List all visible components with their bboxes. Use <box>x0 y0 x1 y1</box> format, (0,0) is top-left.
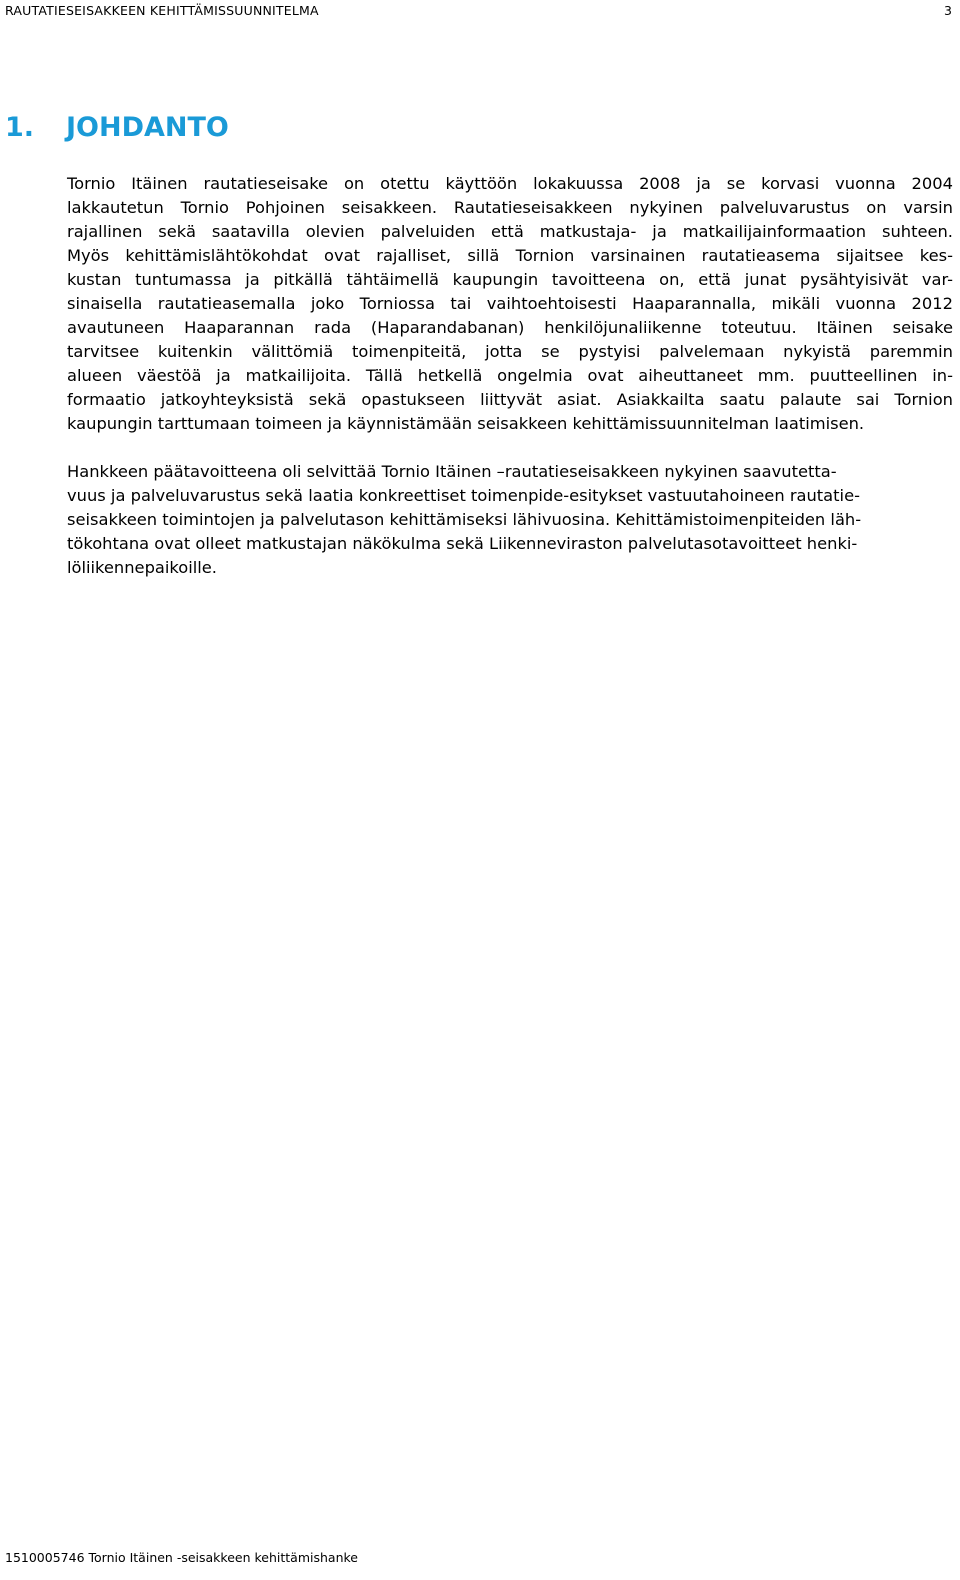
text-line: tarvitsee kuitenkin välittömiä toimenpiteitä, jotta se pystyisi palvelemaan nykyistä paremmin <box>67 342 953 361</box>
text-line: lakkautetun Tornio Pohjoinen seisakkeen. Rautatieseisakkeen nykyinen palveluvarustus on varsin <box>67 198 953 217</box>
text-line: alueen väestöä ja matkailijoita. Tällä hetkellä ongelmia ovat aiheuttaneet mm. puutteellinen in- <box>67 366 953 385</box>
text-line: rajallinen sekä saatavilla olevien palveluiden että matkustaja- ja matkailijainformaation suhteen. <box>67 222 953 241</box>
text-line: avautuneen Haaparannan rada (Haparandabanan) henkilöjunaliikenne toteutuu. Itäinen seisake <box>67 318 953 337</box>
text-line: kustan tuntumassa ja pitkällä tähtäimellä kaupungin tavoitteena on, että junat pysähtyisivät var- <box>67 270 953 289</box>
text-line: sinaisella rautatieasemalla joko Torniossa tai vaihtoehtoisesti Haaparannalla, mikäli vuonna 2012 <box>67 294 953 313</box>
running-header: RAUTATIESEISAKKEEN KEHITTÄMISSUUNNITELMA <box>5 3 319 18</box>
section-title: JOHDANTO <box>66 112 229 143</box>
text-line: tökohtana ovat olleet matkustajan näkökulma sekä Liikenneviraston palvelutasotavoitteet henki- <box>67 534 858 553</box>
paragraph-1 <box>67 172 953 436</box>
section-number: 1. <box>5 112 35 143</box>
text-line: formaatio jatkoyhteyksistä sekä opastukseen liittyvät asiat. Asiakkailta saatu palaute sai Tornion <box>67 390 953 409</box>
text-line: Hankkeen päätavoitteena oli selvittää Tornio Itäinen –rautatieseisakkeen nykyinen saavutetta- <box>67 462 837 481</box>
text-line: seisakkeen toimintojen ja palvelutason kehittämiseksi lähivuosina. Kehittämistoimenpiteiden läh- <box>67 510 862 529</box>
text-line: Tornio Itäinen rautatieseisake on otettu käyttöön lokakuussa 2008 ja se korvasi vuonna 2004 <box>67 174 953 193</box>
section-heading <box>5 112 229 143</box>
page-number: 3 <box>944 3 952 18</box>
text-line: kaupungin tarttumaan toimeen ja käynnistämään seisakkeen kehittämissuunnitelman laatimisen. <box>67 414 865 433</box>
paragraph-2 <box>67 460 953 580</box>
text-line: löliikennepaikoille. <box>67 558 217 577</box>
text-line: Myös kehittämislähtökohdat ovat rajalliset, sillä Tornion varsinainen rautatieasema sijaitsee kes- <box>67 246 953 265</box>
text-line: vuus ja palveluvarustus sekä laatia konkreettiset toimenpide-esitykset vastuutahoineen rautatie- <box>67 486 860 505</box>
footer: 1510005746 Tornio Itäinen -seisakkeen kehittämishanke <box>5 1550 358 1565</box>
